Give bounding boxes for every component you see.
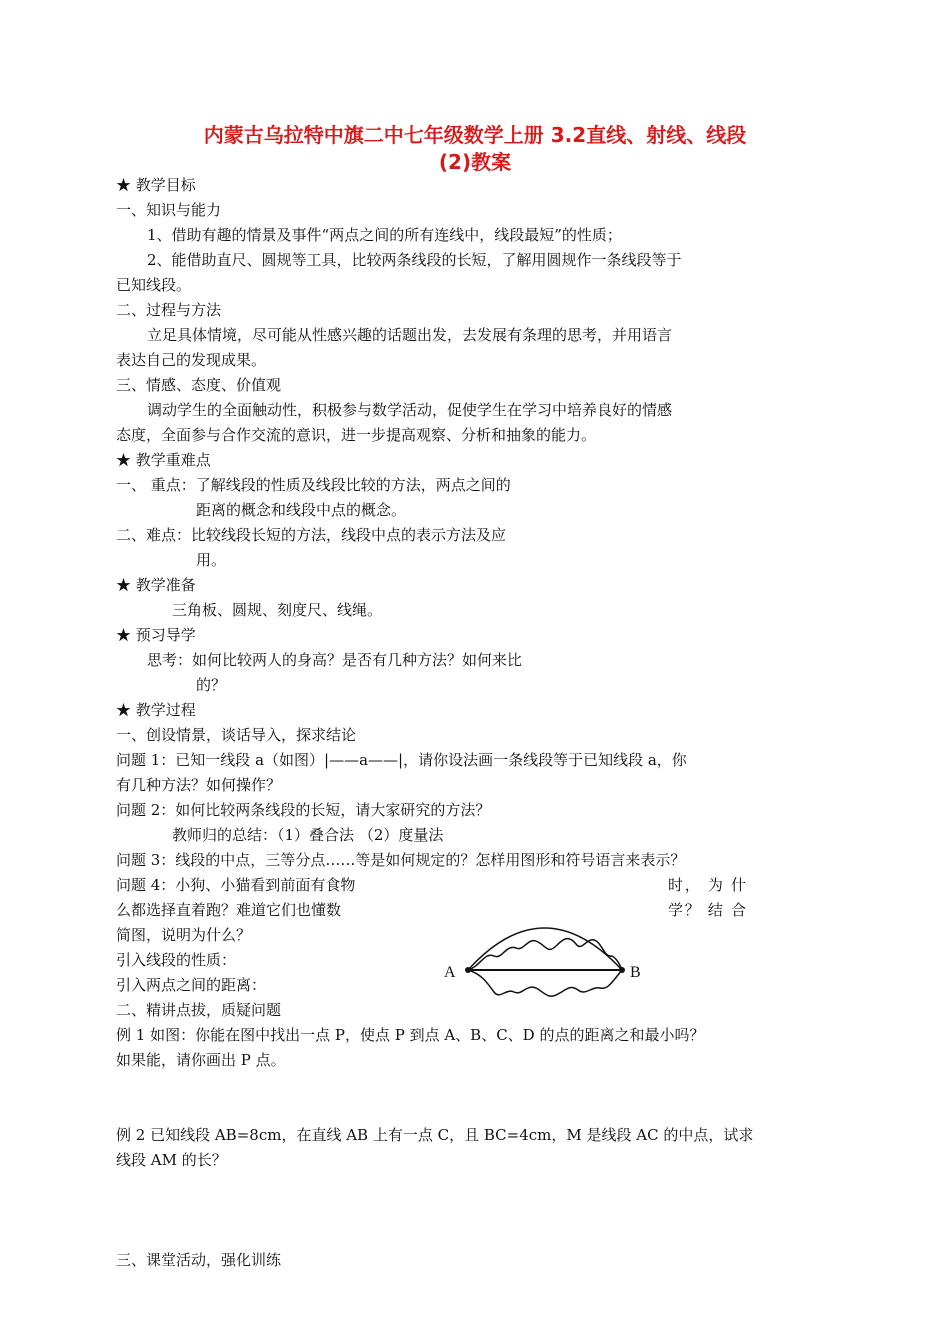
point-b bbox=[619, 967, 625, 973]
section-heading-preparation: ★ 教学准备 bbox=[116, 576, 196, 594]
paragraph-line: 教师归的总结：（1）叠合法 （2）度量法 bbox=[172, 826, 444, 844]
paragraph-line: 态度，全面参与合作交流的意识，进一步提高观察、分析和抽象的能力。 bbox=[116, 426, 597, 444]
paragraph-line: 用。 bbox=[196, 551, 227, 569]
label-a: A bbox=[444, 964, 456, 981]
lower-wavy-path bbox=[468, 970, 622, 996]
paragraph-line: 距离的概念和线段中点的概念。 bbox=[196, 501, 407, 519]
paragraph-line: 问题 2：如何比较两条线段的长短，请大家研究的方法？ bbox=[116, 801, 491, 819]
section-heading-preview: ★ 预习导学 bbox=[116, 626, 196, 644]
point-a bbox=[465, 967, 471, 973]
paragraph-line: 的？ bbox=[196, 676, 227, 694]
paragraph-line: 调动学生的全面触动性，积极参与数学活动，促使学生在学习中培养良好的情感 bbox=[147, 401, 673, 419]
path-comparison-figure bbox=[436, 908, 656, 1008]
paragraph-line: 问题 4：小狗、小猫看到前面有食物 bbox=[116, 876, 356, 894]
paragraph-line: 一、 重点：了解线段的性质及线段比较的方法，两点之间的 bbox=[116, 476, 511, 494]
paragraph-line: 问题 1：已知一线段 a（如图）|——a——|，请你设法画一条线段等于已知线段 a，你 bbox=[116, 751, 687, 769]
subheading-explain: 二、精讲点拔，质疑问题 bbox=[116, 1001, 282, 1019]
example-2-line: 例 2 已知线段 AB=8cm，在直线 AB 上有一点 C，且 BC=4cm，M 是线段 AC 的中点，试求 bbox=[116, 1126, 754, 1144]
paragraph-line: 1、借助有趣的情景及事件“两点之间的所有连线中，线段最短”的性质； bbox=[147, 226, 622, 244]
paragraph-line: 2、能借助直尺、圆规等工具，比较两条线段的长短，了解用圆规作一条线段等于 bbox=[147, 251, 682, 269]
subheading-intro: 一、创设情景，谈话导入，探求结论 bbox=[116, 726, 357, 744]
paragraph-line: 有几种方法？如何操作？ bbox=[116, 776, 282, 794]
paragraph-line: 二、难点：比较线段长短的方法，线段中点的表示方法及应 bbox=[116, 526, 507, 544]
section-heading-goals: ★ 教学目标 bbox=[116, 176, 196, 194]
paragraph-line: 么都选择直着跑？难道它们也懂数 bbox=[116, 901, 342, 919]
subheading-attitude: 三、情感、态度、价值观 bbox=[116, 376, 282, 394]
paragraph-line: 问题 3：线段的中点，三等分点……等是如何规定的？怎样用图形和符号语言来表示？ bbox=[116, 851, 686, 869]
label-b: B bbox=[630, 964, 641, 981]
example-1-line: 例 1 如图：你能在图中找出一点 P，使点 P 到点 A、B、C、D 的点的距离之和最小吗？ bbox=[116, 1026, 705, 1044]
subheading-knowledge: 一、知识与能力 bbox=[116, 201, 222, 219]
paragraph-line: 思考：如何比较两人的身高？是否有几种方法？如何来比 bbox=[147, 651, 523, 669]
paragraph-line: 表达自己的发现成果。 bbox=[116, 351, 267, 369]
subheading-activity: 三、课堂活动，强化训练 bbox=[116, 1251, 282, 1269]
paragraph-line: 时， 为 什 bbox=[668, 876, 746, 894]
upper-wavy-path bbox=[468, 939, 622, 970]
example-1-line: 如果能，请你画出 P 点。 bbox=[116, 1051, 286, 1069]
example-2-line: 线段 AM 的长？ bbox=[116, 1151, 227, 1169]
paragraph-line: 已知线段。 bbox=[116, 276, 192, 294]
paragraph-line: 简图，说明为什么？ bbox=[116, 926, 252, 944]
section-heading-process: ★ 教学过程 bbox=[116, 701, 196, 719]
paragraph-line: 引入线段的性质： bbox=[116, 951, 237, 969]
paragraph-line: 引入两点之间的距离： bbox=[116, 976, 267, 994]
arc-path bbox=[468, 928, 622, 970]
document-title-line-2: (2)教案 bbox=[438, 150, 512, 174]
paragraph-line: 立足具体情境，尽可能从性感兴趣的话题出发，去发展有条理的思考，并用语言 bbox=[147, 326, 673, 344]
paragraph-line: 三角板、圆规、刻度尺、线绳。 bbox=[172, 601, 383, 619]
subheading-process: 二、过程与方法 bbox=[116, 301, 222, 319]
document-title-line-1: 内蒙古乌拉特中旗二中七年级数学上册 3.2直线、射线、线段 bbox=[203, 123, 747, 147]
section-heading-key-points: ★ 教学重难点 bbox=[116, 451, 211, 469]
paragraph-line: 学？ 结 合 bbox=[668, 901, 746, 919]
